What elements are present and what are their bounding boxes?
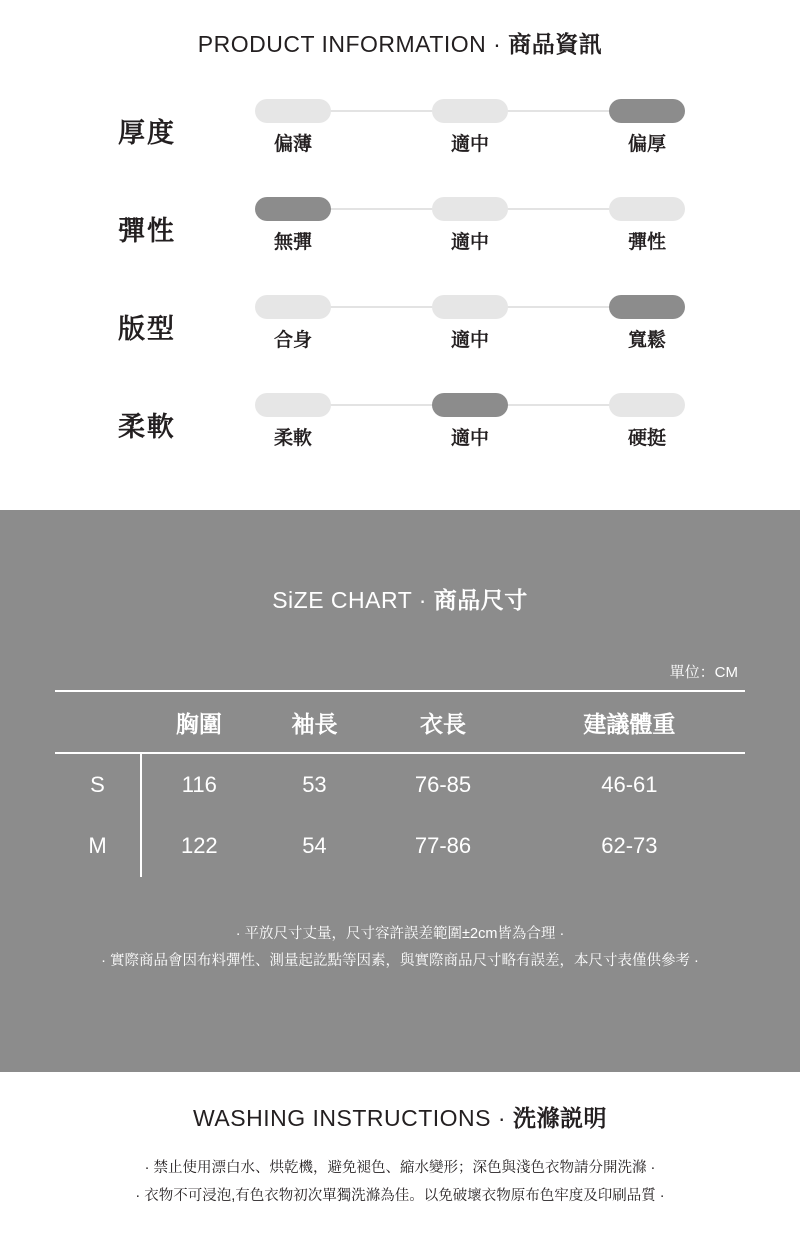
product-information-title	[0, 26, 800, 59]
table-row	[55, 753, 745, 815]
size-chart-title-cjk: 商品尺寸	[433, 587, 528, 613]
scale-option-fit-1: 適中	[450, 330, 489, 351]
title-separator: ·	[418, 587, 427, 613]
cell-length-s: 76-85	[414, 771, 472, 797]
attribute-row-softness	[0, 387, 800, 485]
scale-pill-thickness-1[interactable]	[432, 99, 508, 123]
size-note-1: · 平放尺寸丈量，尺寸容許誤差範圍±2cm皆為合理 ·	[235, 926, 565, 942]
attribute-scale-fit	[255, 289, 685, 359]
cell-bust-s: 116	[141, 753, 257, 815]
table-header-weight: 建議體重	[514, 691, 745, 753]
scale-pill-thickness-2[interactable]	[609, 99, 685, 123]
attribute-scale-thickness	[255, 93, 685, 163]
size-chart-table	[55, 690, 745, 877]
scale-option-softness-1: 適中	[450, 428, 489, 449]
attribute-scale-elasticity	[255, 191, 685, 261]
scale-option-elasticity-0: 無彈	[273, 232, 312, 253]
scale-pill-fit-0[interactable]	[255, 295, 331, 319]
scale-pill-fit-1[interactable]	[432, 295, 508, 319]
scale-option-thickness-0: 偏薄	[273, 134, 312, 155]
scale-pill-softness-0[interactable]	[255, 393, 331, 417]
attribute-row-fit	[0, 289, 800, 387]
cell-sleeve-s: 53	[302, 771, 327, 797]
washing-notes	[0, 1155, 800, 1210]
table-header-row	[55, 691, 745, 753]
size-chart-title-en: SiZE CHART	[272, 587, 412, 613]
cell-length-m: 77-86	[414, 833, 472, 858]
washing-note-1: · 禁止使用漂白水、烘乾機，避免褪色、縮水變形；深色與淺色衣物請分開洗滌 ·	[144, 1160, 656, 1176]
washing-note-2: · 衣物不可浸泡,有色衣物初次單獨洗滌為佳。以免破壞衣物原布色牢度及印刷品質 ·	[135, 1187, 665, 1204]
table-header-size	[55, 691, 141, 753]
washing-instructions-title-en: WASHING INSTRUCTIONS	[193, 1105, 491, 1131]
product-information-title-en: PRODUCT INFORMATION	[197, 31, 487, 57]
product-information-title-cjk: 商品資訊	[508, 31, 603, 57]
cell-bust-m: 122	[141, 815, 257, 877]
washing-instructions-title-cjk: 洗滌説明	[512, 1105, 607, 1131]
attribute-label-elasticity: 彈性	[118, 216, 176, 246]
washing-instructions-title	[0, 1100, 800, 1133]
size-chart-section	[0, 510, 800, 1072]
attribute-row-elasticity	[0, 191, 800, 289]
scale-pill-softness-2[interactable]	[609, 393, 685, 417]
title-separator: ·	[493, 31, 502, 57]
attribute-row-thickness	[0, 93, 800, 191]
cell-weight-m: 62-73	[601, 833, 658, 858]
scale-pill-thickness-0[interactable]	[255, 99, 331, 123]
scale-option-softness-2: 硬挺	[627, 428, 666, 449]
washing-instructions-section	[0, 1072, 800, 1247]
title-separator: ·	[497, 1105, 507, 1131]
scale-pill-fit-2[interactable]	[609, 295, 685, 319]
scale-pill-elasticity-2[interactable]	[609, 197, 685, 221]
scale-option-fit-2: 寬鬆	[627, 330, 666, 351]
table-row	[55, 815, 745, 877]
table-header-bust: 胸圍	[141, 691, 257, 753]
size-chart-notes	[0, 921, 800, 975]
cell-sleeve-m: 54	[302, 833, 327, 858]
row-size-label-s: S	[90, 771, 105, 797]
attribute-scale-softness	[255, 387, 685, 457]
size-chart-unit: 單位：CM	[669, 664, 738, 681]
scale-option-thickness-2: 偏厚	[627, 134, 666, 155]
attribute-list	[0, 93, 800, 485]
scale-pill-softness-1[interactable]	[432, 393, 508, 417]
scale-pill-elasticity-0[interactable]	[255, 197, 331, 221]
scale-option-fit-0: 合身	[273, 330, 312, 351]
size-chart-title	[0, 582, 800, 615]
table-header-length: 衣長	[372, 691, 513, 753]
scale-option-thickness-1: 適中	[450, 134, 489, 155]
attribute-label-softness: 柔軟	[118, 412, 176, 442]
scale-option-elasticity-1: 適中	[450, 232, 489, 253]
table-header-sleeve: 袖長	[257, 691, 373, 753]
scale-option-elasticity-2: 彈性	[627, 232, 666, 253]
attribute-label-thickness: 厚度	[118, 118, 176, 148]
product-information-section	[0, 0, 800, 510]
scale-pill-elasticity-1[interactable]	[432, 197, 508, 221]
scale-option-softness-0: 柔軟	[273, 428, 312, 449]
attribute-label-fit: 版型	[118, 314, 176, 344]
cell-weight-s: 46-61	[601, 771, 658, 797]
size-note-2: · 實際商品會因布料彈性、測量起訖點等因素，與實際商品尺寸略有誤差，本尺寸表僅供參考 ·	[101, 952, 699, 969]
row-size-label-m: M	[88, 833, 107, 858]
